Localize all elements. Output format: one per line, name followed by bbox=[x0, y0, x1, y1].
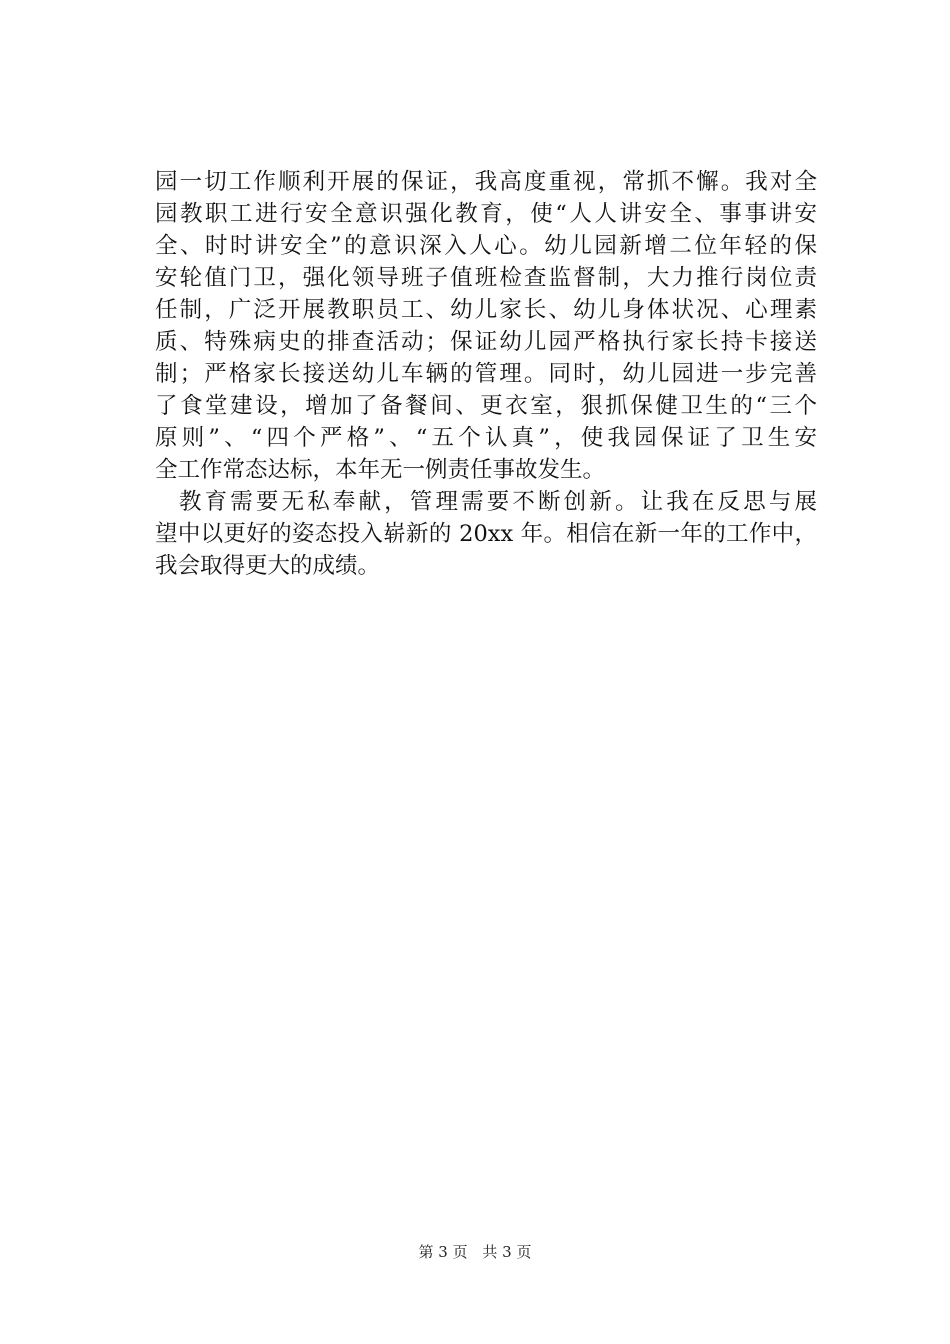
text-line: 我会取得更大的成绩。 bbox=[155, 553, 381, 579]
text-line: 全工作常态达标，本年无一例责任事故发生。 bbox=[155, 457, 606, 483]
text-line: 原则”、“四个严格”、“五个认真”，使我园保证了卫生安 bbox=[155, 425, 817, 451]
text-line: 园一切工作顺利开展的保证，我高度重视，常抓不懈。我对全 bbox=[155, 169, 817, 195]
text-line: 教育需要无私奉献，管理需要不断创新。让我在反思与展 bbox=[179, 489, 817, 515]
text-line: 制；严格家长接送幼儿车辆的管理。同时，幼儿园进一步完善 bbox=[155, 361, 817, 387]
page-footer bbox=[0, 1242, 950, 1262]
text-line: 全、时时讲安全”的意识深入人心。幼儿园新增二位年轻的保 bbox=[155, 233, 817, 259]
page-total: 共 3 页 bbox=[482, 1243, 532, 1261]
text-line: 了食堂建设，增加了备餐间、更衣室，狠抓保健卫生的“三个 bbox=[155, 393, 817, 419]
text-line: 望中以更好的姿态投入崭新的 20xx 年。相信在新一年的工作中， bbox=[155, 521, 817, 547]
document-body bbox=[155, 166, 817, 582]
text-line: 园教职工进行安全意识强化教育，使“人人讲安全、事事讲安 bbox=[155, 201, 817, 227]
text-line: 任制，广泛开展教职员工、幼儿家长、幼儿身体状况、心理素 bbox=[155, 297, 817, 323]
text-line: 质、特殊病史的排查活动；保证幼儿园严格执行家长持卡接送 bbox=[155, 329, 817, 355]
text-line: 安轮值门卫，强化领导班子值班检查监督制，大力推行岗位责 bbox=[155, 265, 817, 291]
page-number: 第 3 页 bbox=[418, 1243, 468, 1261]
